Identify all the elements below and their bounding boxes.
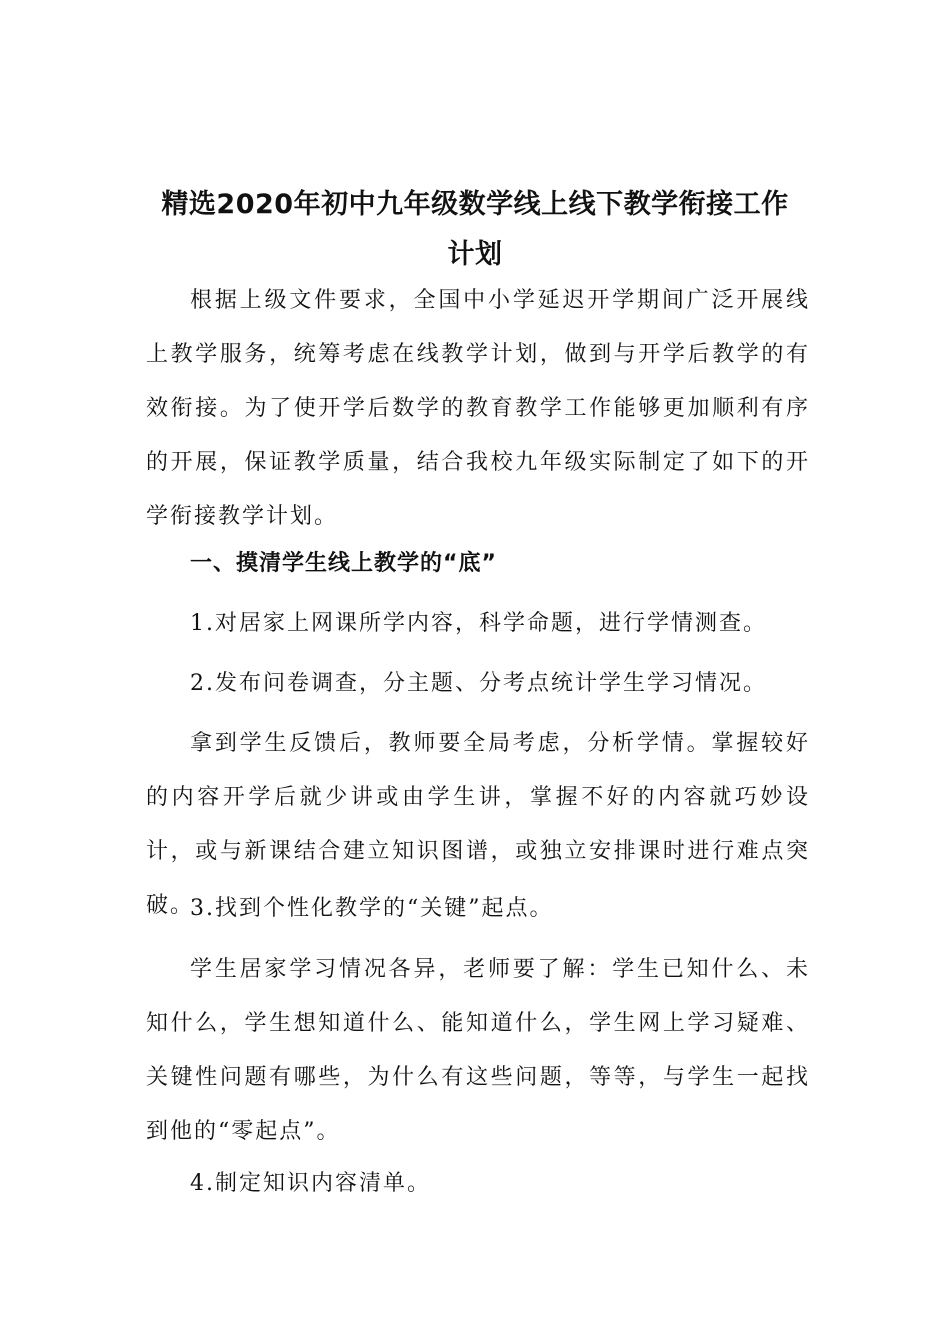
list-item-1: 1.对居家上网课所学内容，科学命题，进行学情测查。 <box>190 611 767 636</box>
document-title-line1: 精选2020年初中九年级数学线上线下教学衔接工作 <box>161 189 789 220</box>
section-heading: 一、摸清学生线上教学的“底” <box>190 551 497 576</box>
document-title-line2: 计划 <box>447 239 503 270</box>
home-study-paragraph: 学生居家学习情况各异，老师要了解：学生已知什么、未知什么，学生想知道什么、能知道什么，学生网上学习疑难、关键性问题有哪些，为什么有这些问题，等等，与学生一起找到他的“零起点”。 <box>146 957 810 1144</box>
intro-paragraph: 根据上级文件要求，全国中小学延迟开学期间广泛开展线上教学服务，统筹考虑在线教学计划，做到与开学后教学的有效衔接。为了使开学后数学的教育教学工作能够更加顺利有序的开展，保证教学质量，结合我校九年级实际制定了如下的开学衔接教学计划。 <box>146 288 810 529</box>
list-item-2: 2.发布问卷调查，分主题、分考点统计学生学习情况。 <box>190 671 767 696</box>
feedback-paragraph: 拿到学生反馈后，教师要全局考虑，分析学情。掌握较好的内容开学后就少讲或由学生讲，掌握不好的内容就巧妙设计，或与新课结合建立知识图谱，或独立安排课时进行难点突破。 <box>146 731 810 918</box>
list-item-3: 3.找到个性化教学的“关键”起点。 <box>190 896 554 921</box>
list-item-4: 4.制定知识内容清单。 <box>190 1171 431 1196</box>
